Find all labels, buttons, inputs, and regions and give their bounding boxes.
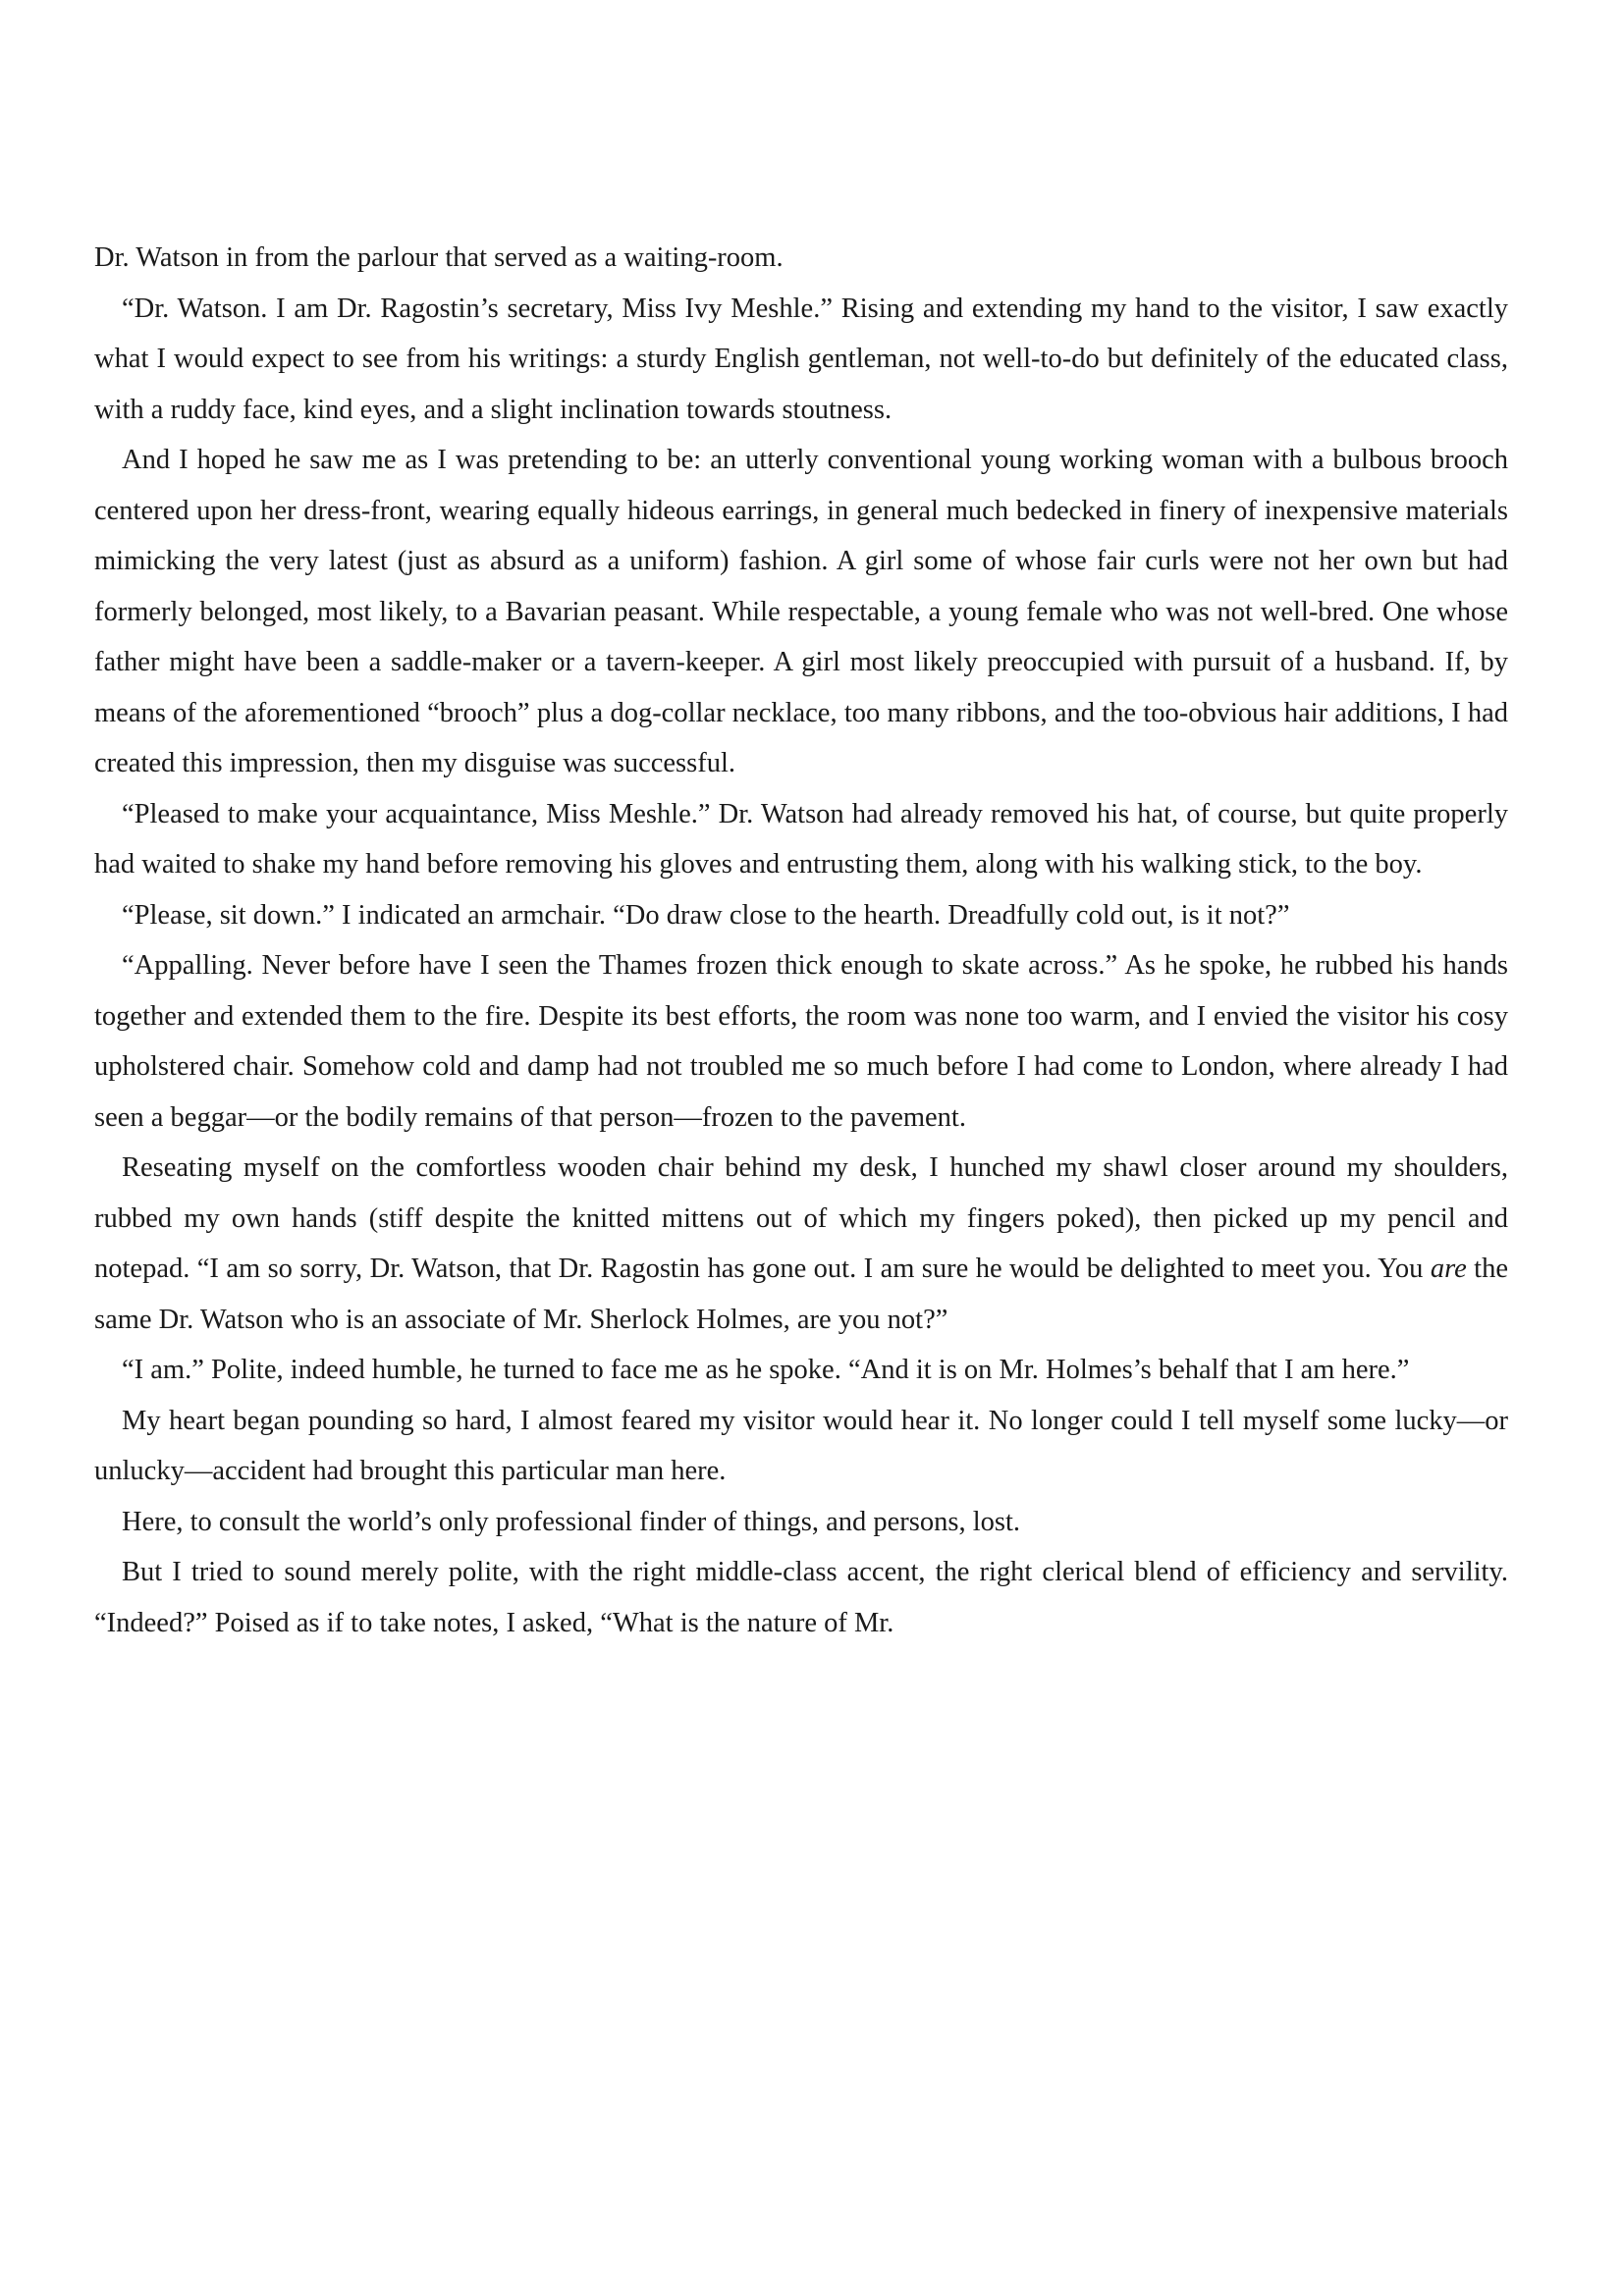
paragraph-3: And I hoped he saw me as I was pretending to be: an utterly conventional young working woman with a bulbous brooch centered upon her dress-front, wearing equally hideous earrings, in general much bedecked in finery of inexpensive materials mimicking the very latest (just as absurd as a uniform) fashion. A girl some of whose fair curls were not her own but had formerly belonged, most likely, to a Bavarian peasant. While respectable, a young female who was not well-bred. One whose father might have been a saddle-maker or a tavern-keeper. A girl most likely preoccupied with pursuit of a husband. If, by means of the aforementioned “brooch” plus a dog-collar necklace, too many ribbons, and the too-obvious hair additions, I had created this impression, then my disguise was successful. [94,445,1508,778]
paragraph-1: Dr. Watson in from the parlour that served as a waiting-room. [94,242,784,273]
book-page [94,233,1508,1648]
paragraph-5: “Please, sit down.” I indicated an armchair. “Do draw close to the hearth. Dreadfully cold out, is it not?” [122,899,1290,931]
paragraph-10: Here, to consult the world’s only professional finder of things, and persons, lost. [122,1506,1021,1537]
paragraph-11: But I tried to sound merely polite, with the right middle-class accent, the right clerical blend of efficiency and servility. “Indeed?” Poised as if to take notes, I asked, “What is the nature of Mr. [94,1557,1508,1638]
paragraph-8: “I am.” Polite, indeed humble, he turned to face me as he spoke. “And it is on Mr. Holmes’s behalf that I am here.” [122,1355,1410,1385]
paragraph-7-before: Reseating myself on the comfortless wooden chair behind my desk, I hunched my shawl closer around my shoulders, rubbed my own hands (stiff despite the knitted mittens out of which my fingers poked), then picked up my pencil and notepad. “I am so sorry, Dr. Watson, that Dr. Ragostin has gone out. I am sure he would be delighted to meet you. You [94,1152,1508,1284]
paragraph-4: “Pleased to make your acquaintance, Miss Meshle.” Dr. Watson had already removed his hat, of course, but quite properly had waited to shake my hand before removing his gloves and entrusting them, along with his walking stick, to the boy. [94,798,1508,880]
paragraph-6: “Appalling. Never before have I seen the Thames frozen thick enough to skate across.” As he spoke, he rubbed his hands together and extended them to the fire. Despite its best efforts, the room was none too warm, and I envied the visitor his cosy upholstered chair. Somehow cold and damp had not troubled me so much before I had come to London, where already I had seen a beggar—or the bodily remains of that person—frozen to the pavement. [94,950,1508,1133]
paragraph-9: My heart began pounding so hard, I almost feared my visitor would hear it. No longer could I tell myself some lucky—or unlucky—accident had brought this particular man here. [94,1405,1508,1486]
paragraph-2: “Dr. Watson. I am Dr. Ragostin’s secretary, Miss Ivy Meshle.” Rising and extending my hand to the visitor, I saw exactly what I would expect to see from his writings: a sturdy English gentleman, not well-to-do but definitely of the educated class, with a ruddy face, kind eyes, and a slight inclination towards stoutness. [94,293,1508,425]
paragraph-7-after: the same Dr. Watson who is an associate of Mr. Sherlock Holmes, are you not?” [94,1254,1508,1335]
paragraph-7 [94,1143,1508,1345]
paragraph-7-emphasis: are [1430,1254,1467,1284]
